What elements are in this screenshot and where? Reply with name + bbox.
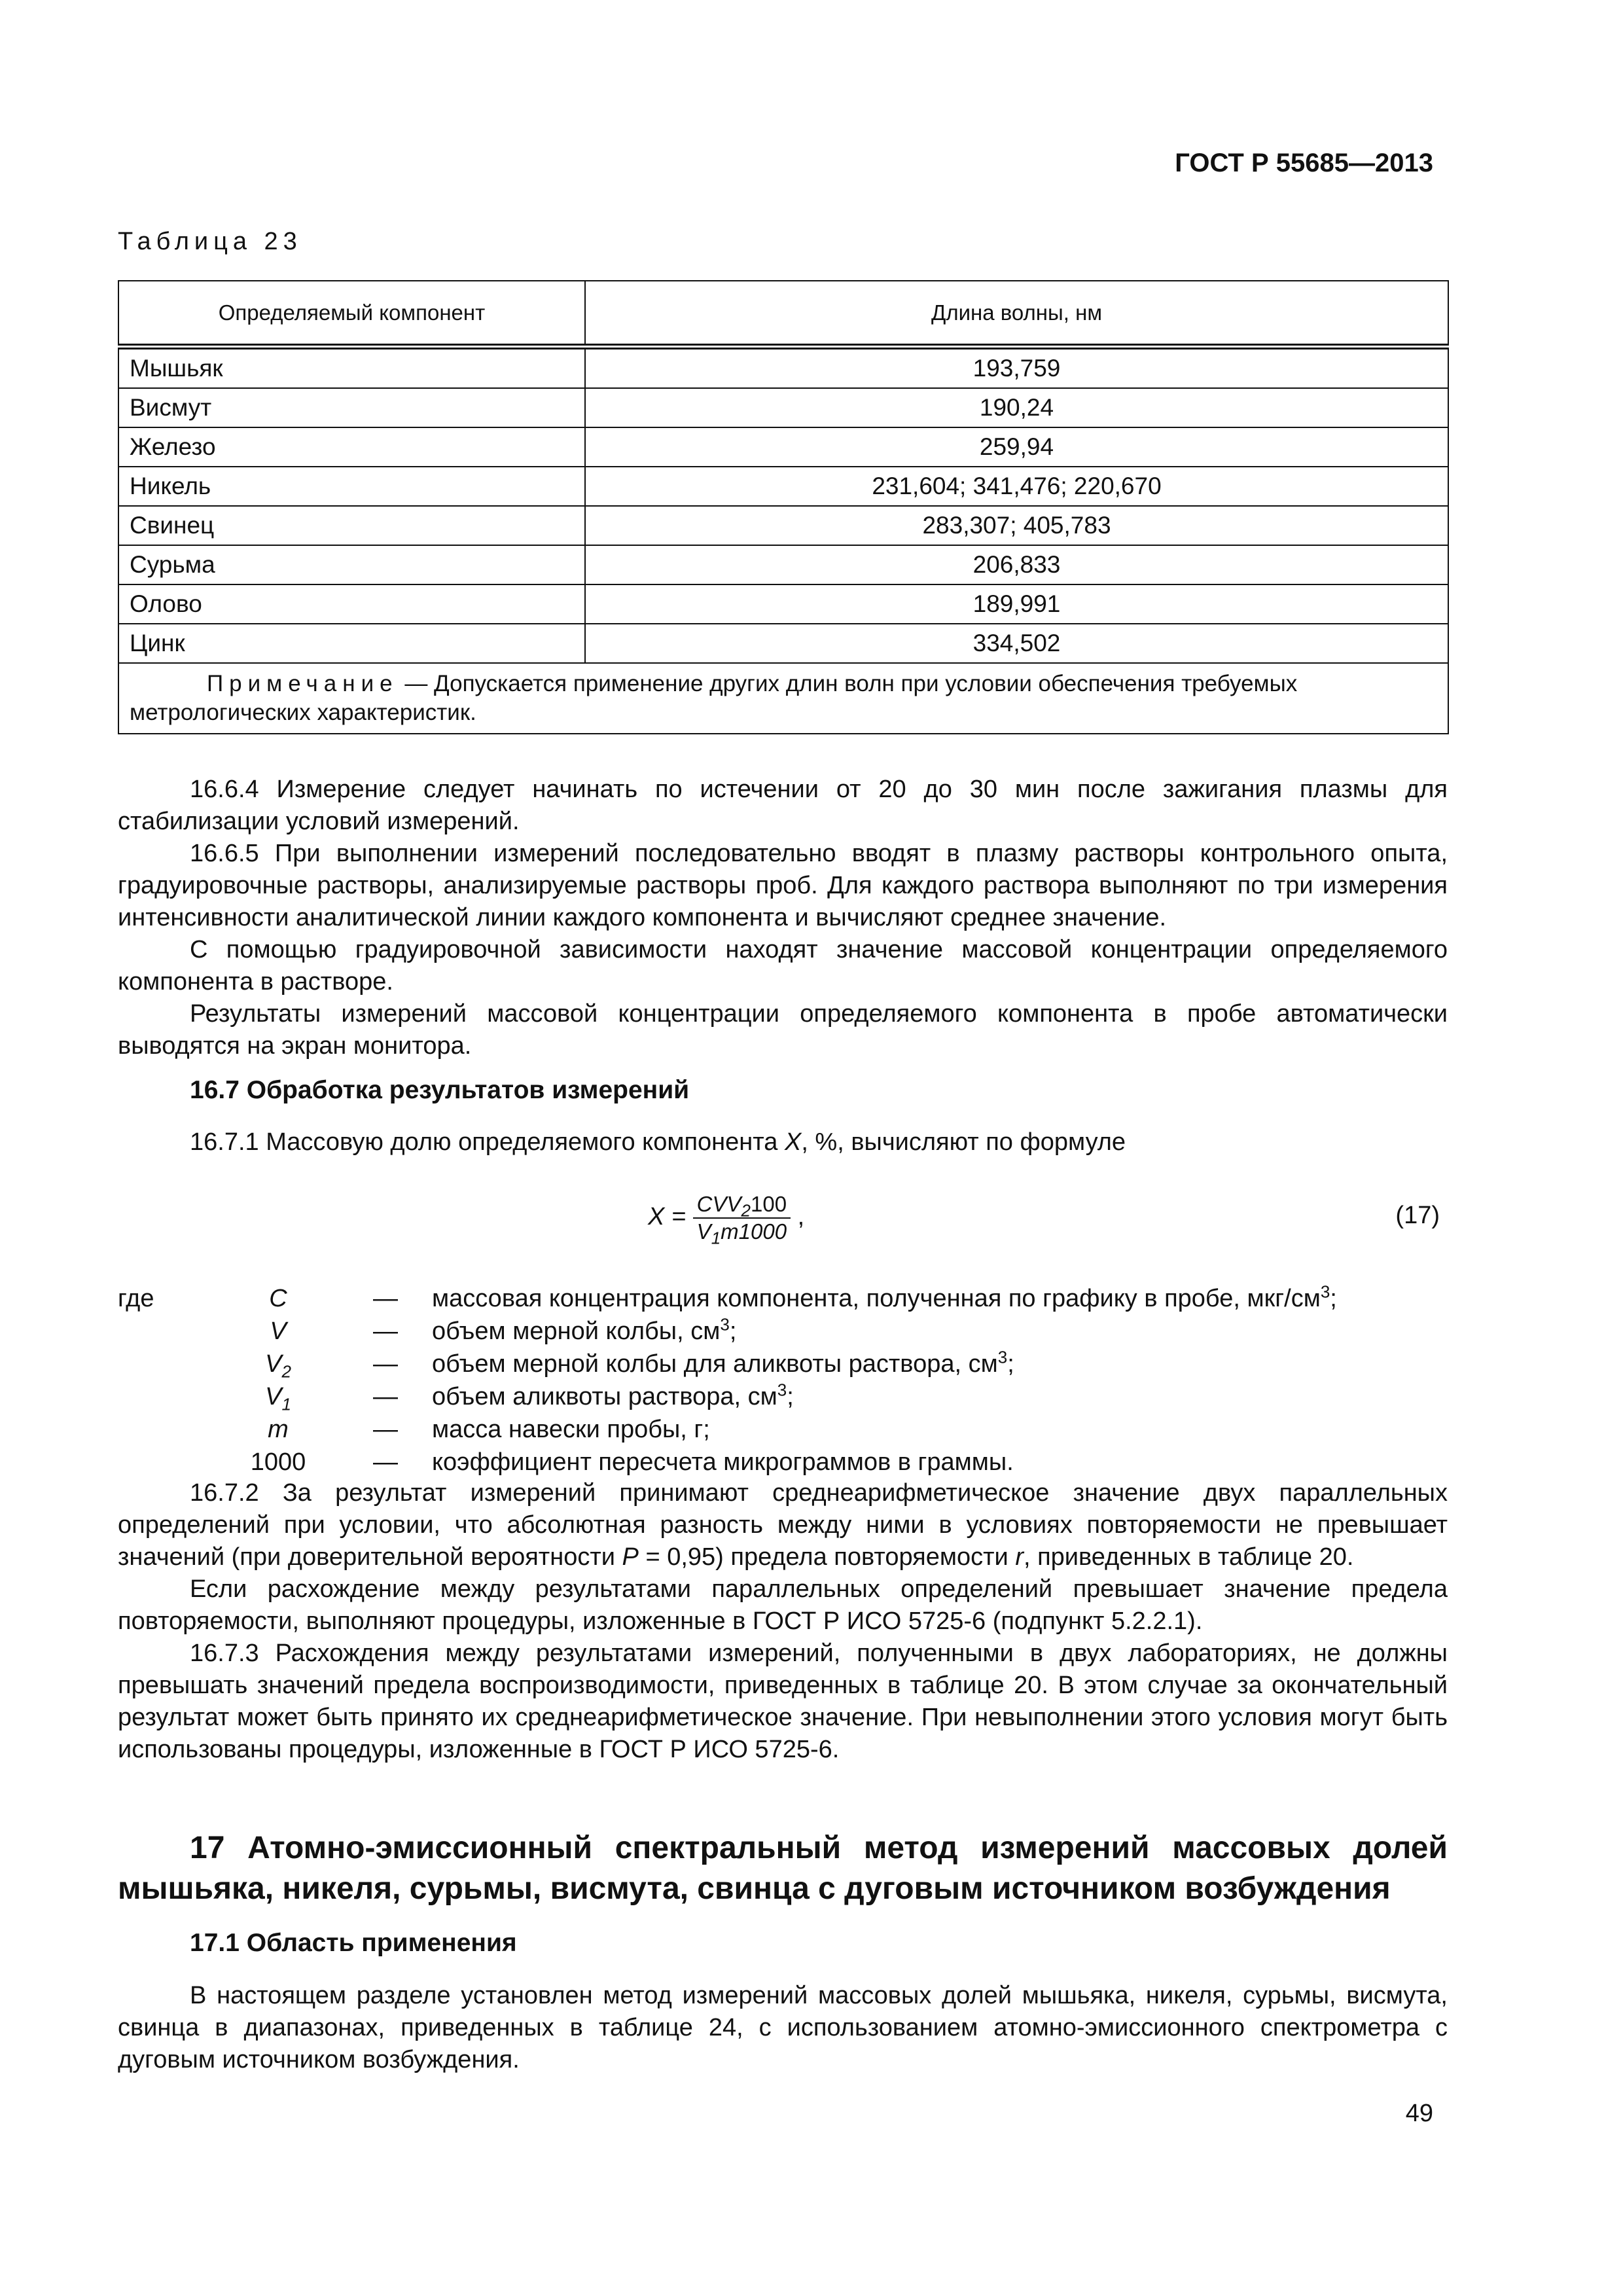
legend-item — [118, 1283, 1448, 1316]
heading-17-1: 17.1 Область применения — [190, 1929, 517, 1957]
legend-where: где — [118, 1285, 154, 1312]
wavelength-cell: 231,604; 341,476; 220,670 — [585, 467, 1448, 506]
legend-symbol: m — [268, 1416, 289, 1443]
legend-text: массовая концентрация компонента, полученная по графику в пробе, мкг/$см^3$; — [432, 1282, 1337, 1312]
wavelength-cell: 259,94 — [585, 427, 1448, 467]
legend-dash: — — [373, 1448, 398, 1476]
para-16-7-1-post: , %, вычисляют по формуле — [801, 1128, 1126, 1156]
numerator-constant: 100 — [751, 1192, 787, 1216]
page-number: 49 — [1405, 2100, 1433, 2127]
paragraph-17-1: В настоящем разделе установлен метод измерений массовых долей мышьяка, никеля, сурьмы, висмута, свинца в диапазонах, приведенных в таблице 24, с использованием атомно-эмиссионного спектрометра с дуговым источником возбуждения. — [118, 1982, 1448, 2073]
legend-item — [118, 1348, 1448, 1381]
component-cell: Висмут — [118, 388, 585, 427]
paragraph-16-6-5: 16.6.5 При выполнении измерений последовательно вводят в плазму растворы контрольного опыта, градуировочные растворы, анализируемые растворы проб. Для каждого раствора выполняют по три измерения интенсивности аналитической линии каждого компонента и вычисляют среднее значение. — [118, 840, 1448, 931]
paragraph-16-7-3: 16.7.3 Расхождения между результатами измерений, полученными в двух лабораториях, не должны превышать значений предела воспроизводимости, приведенных в таблице 20. В этом случае за окончательный результат может быть принято их среднеарифметическое значение. При невыполнении этого условия могут быть использованы процедуры, изложенные в ГОСТ Р ИСО 5725-6. — [118, 1640, 1448, 1763]
legend-dash: — — [373, 1383, 398, 1410]
variable-x: X — [784, 1128, 802, 1156]
legend-dash: — — [373, 1318, 398, 1345]
table-row — [118, 584, 1448, 624]
wavelength-cell: 334,502 — [585, 624, 1448, 663]
legend-text: объем аликвоты раствора, $см^3$; — [432, 1380, 794, 1410]
paragraph-16-7-2: 16.7.2 За результат измерений принимают среднеарифметическое значение двух параллельных определений при условии, что абсолютная разность между ними в условиях повторяемости не превышает значений (при доверительной вероятности P = 0,95) предела повторяемости r, приведенных в таблице 20. — [118, 1479, 1448, 1571]
heading-section-17: 17 Атомно-эмиссионный спектральный метод измерений массовых долей мышьяка, никеля, сурьмы, висмута, свинца с дуговым источником возбуждения — [118, 1831, 1448, 1906]
numerator-subscript: 2 — [741, 1200, 751, 1221]
legend-symbol: $V_1$ — [265, 1383, 291, 1414]
paragraph-results-output: Результаты измерений массовой концентрации определяемого компонента в пробе автоматически выводятся на экран монитора. — [118, 1000, 1448, 1060]
denominator-subscript: 1 — [711, 1228, 721, 1248]
table-row — [118, 467, 1448, 506]
legend-symbol: V — [270, 1318, 287, 1345]
component-cell: Олово — [118, 584, 585, 624]
text-block-16-6 — [118, 774, 1448, 1062]
legend-item — [118, 1446, 1448, 1479]
paragraph-16-6-4: 16.6.4 Измерение следует начинать по истечении от 20 до 30 мин после зажигания плазмы для стабилизации условий измерений. — [118, 776, 1448, 835]
legend-symbol: 1000 — [250, 1448, 306, 1476]
wavelength-cell: 193,759 — [585, 347, 1448, 389]
wavelength-table — [118, 280, 1449, 734]
heading-16-7: 16.7 Обработка результатов измерений — [190, 1076, 690, 1104]
denominator-rest: m1000 — [721, 1219, 787, 1244]
table-row — [118, 388, 1448, 427]
table-row — [118, 545, 1448, 584]
table-row — [118, 624, 1448, 663]
component-cell: Цинк — [118, 624, 585, 663]
legend-text: объем мерной колбы для аликвоты раствора, $см^3$; — [432, 1347, 1014, 1378]
component-cell: Мышьяк — [118, 347, 585, 389]
legend-dash: — — [373, 1350, 398, 1378]
formula-numerator — [693, 1191, 791, 1219]
note-label: Примечание — [207, 671, 399, 696]
wavelength-cell: 190,24 — [585, 388, 1448, 427]
wavelength-cell: 206,833 — [585, 545, 1448, 584]
legend-item — [118, 1414, 1448, 1446]
formula-17 — [648, 1191, 805, 1248]
para-16-7-1-pre: 16.7.1 Массовую долю определяемого компонента — [190, 1128, 785, 1156]
component-cell: Железо — [118, 427, 585, 467]
legend-item — [118, 1381, 1448, 1414]
component-cell: Никель — [118, 467, 585, 506]
formula-legend — [118, 1283, 1448, 1479]
formula-lhs: X = — [648, 1203, 687, 1231]
paragraph-discrepancy: Если расхождение между результатами параллельных определений превышает значение предела повторяемости, выполняют процедуры, изложенные в ГОСТ Р ИСО 5725-6 (подпункт 5.2.2.1). — [118, 1575, 1448, 1635]
legend-symbol: C — [269, 1285, 287, 1312]
formula-comma: , — [797, 1203, 805, 1231]
document-code: ГОСТ Р 55685—2013 — [1175, 149, 1433, 177]
table-row — [118, 347, 1448, 389]
denominator-var: V — [696, 1219, 711, 1244]
legend-text: коэффициент пересчета микрограммов в граммы. — [432, 1448, 1014, 1476]
note-text: — Допускается применение других длин волн при условии обеспечения требуемых метрологических характеристик. — [130, 671, 1298, 725]
legend-text: масса навески пробы, г; — [432, 1416, 710, 1443]
table-row — [118, 506, 1448, 545]
table-header-row — [118, 281, 1448, 347]
table-row — [118, 427, 1448, 467]
wavelength-cell: 283,307; 405,783 — [585, 506, 1448, 545]
table-note-row — [118, 663, 1448, 734]
legend-text: объем мерной колбы, $см^3$; — [432, 1314, 737, 1345]
legend-dash: — — [373, 1416, 398, 1443]
formula-denominator — [693, 1219, 791, 1248]
paragraph-16-7-1 — [118, 1126, 1448, 1158]
text-block-16-7 — [118, 1477, 1448, 1766]
table-caption: Таблица 23 — [118, 228, 302, 255]
paragraph-calibration: С помощью градуировочной зависимости находят значение массовой концентрации определяемого компонента в растворе. — [118, 936, 1448, 996]
formula-fraction — [693, 1191, 791, 1248]
column-header-wavelength: Длина волны, нм — [585, 281, 1448, 347]
component-cell: Сурьма — [118, 545, 585, 584]
equation-number: (17) — [1395, 1202, 1440, 1229]
legend-item — [118, 1316, 1448, 1348]
column-header-component: Определяемый компонент — [118, 281, 585, 347]
legend-symbol: $V_2$ — [265, 1350, 291, 1382]
wavelength-cell: 189,991 — [585, 584, 1448, 624]
legend-dash: — — [373, 1285, 398, 1312]
table-note — [118, 663, 1448, 734]
component-cell: Свинец — [118, 506, 585, 545]
numerator-vars: CVV — [696, 1192, 741, 1216]
